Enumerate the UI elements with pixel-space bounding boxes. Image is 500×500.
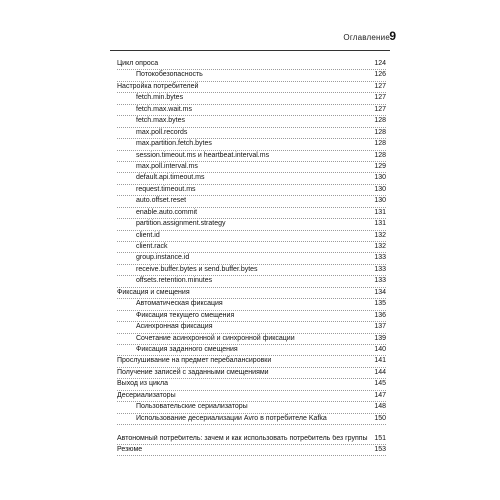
toc-entry-page: 133	[374, 277, 386, 285]
toc-entry-page: 145	[374, 380, 386, 388]
toc-entry[interactable]	[117, 196, 386, 207]
toc-entry-title: Фиксация заданного смещения	[136, 345, 238, 353]
toc-entry[interactable]	[117, 368, 386, 379]
toc-entry-page: 132	[374, 231, 386, 239]
toc-entry[interactable]	[117, 299, 386, 310]
toc-entry-page: 151	[374, 434, 386, 442]
toc-entry-title: Сочетание асинхронной и синхронной фиксации	[136, 334, 295, 342]
toc-entry[interactable]	[117, 276, 386, 287]
toc-entry[interactable]	[117, 59, 386, 70]
toc-entry-page: 135	[374, 300, 386, 308]
toc-entry[interactable]	[117, 334, 386, 345]
toc-entry-title: Фиксация и смещения	[117, 288, 190, 296]
toc-entry[interactable]	[117, 445, 386, 456]
toc-entry-title: max.partition.fetch.bytes	[136, 140, 212, 148]
toc-entry-title: Автоматическая фиксация	[136, 300, 223, 308]
toc-entry-title: offsets.retention.minutes	[136, 277, 213, 285]
toc-entry[interactable]	[117, 379, 386, 390]
header-page-number: 9	[389, 29, 396, 43]
toc-entry[interactable]	[117, 70, 386, 81]
toc-entry-page: 134	[374, 288, 386, 296]
toc-entry-title: fetch.max.bytes	[136, 117, 186, 125]
toc-entry-title: Цикл опроса	[117, 60, 159, 68]
toc-entry-title: Фиксация текущего смещения	[136, 311, 235, 319]
toc-entry-title: Десериализаторы	[117, 391, 176, 399]
toc-entry-page: 127	[374, 94, 386, 102]
toc-entry-page: 141	[374, 357, 386, 365]
toc-entry-title: Резюме	[117, 446, 143, 454]
toc-entry[interactable]	[117, 185, 386, 196]
toc-entry-page: 139	[374, 334, 386, 342]
toc-entry-title: fetch.min.bytes	[136, 94, 184, 102]
toc-entry[interactable]	[117, 425, 386, 445]
toc-entry-page: 148	[374, 403, 386, 411]
toc-entry-page: 140	[374, 345, 386, 353]
toc-entry-title: Выход из цикла	[117, 380, 168, 388]
toc-entry-page: 136	[374, 311, 386, 319]
toc-entry[interactable]	[117, 391, 386, 402]
toc-entry-title: client.rack	[136, 243, 168, 251]
toc-entry[interactable]	[117, 231, 386, 242]
toc-entry-page: 131	[374, 208, 386, 216]
toc-entry[interactable]	[117, 162, 386, 173]
toc-entry[interactable]	[117, 105, 386, 116]
toc-entry-page: 126	[374, 71, 386, 79]
toc-entry-title: session.timeout.ms и heartbeat.interval.ms	[136, 151, 270, 159]
toc-entry[interactable]	[117, 414, 386, 425]
toc-entry[interactable]	[117, 82, 386, 93]
toc-entry[interactable]	[117, 139, 386, 150]
table-of-contents	[117, 59, 386, 456]
toc-entry[interactable]	[117, 322, 386, 333]
toc-entry[interactable]	[117, 253, 386, 264]
toc-entry-page: 130	[374, 174, 386, 182]
toc-entry-page: 137	[374, 323, 386, 331]
toc-entry-title: fetch.max.wait.ms	[136, 105, 193, 113]
toc-entry-title: max.poll.records	[136, 128, 188, 136]
toc-entry-title: default.api.timeout.ms	[136, 174, 205, 182]
toc-entry-title: client.id	[136, 231, 160, 239]
toc-entry-page: 128	[374, 140, 386, 148]
header-title: Оглавление	[343, 33, 390, 42]
toc-entry-title: Потокобезопасность	[136, 71, 203, 79]
toc-entry-title: auto.offset.reset	[136, 197, 187, 205]
toc-entry-page: 153	[374, 446, 386, 454]
toc-entry[interactable]	[117, 356, 386, 367]
toc-entry[interactable]	[117, 311, 386, 322]
toc-entry-page: 130	[374, 197, 386, 205]
toc-entry[interactable]	[117, 288, 386, 299]
header-rule	[110, 50, 390, 51]
toc-entry-page: 129	[374, 162, 386, 170]
toc-entry-page: 124	[374, 60, 386, 68]
toc-entry-page: 133	[374, 265, 386, 273]
toc-entry-page: 144	[374, 368, 386, 376]
toc-entry[interactable]	[117, 208, 386, 219]
toc-entry[interactable]	[117, 219, 386, 230]
toc-entry[interactable]	[117, 151, 386, 162]
toc-entry-page: 128	[374, 117, 386, 125]
toc-entry-page: 128	[374, 128, 386, 136]
toc-entry-title: Автономный потребитель: зачем и как использовать потребитель без группы	[117, 435, 368, 443]
toc-entry-title: Использование десериализации Avro в потребителе Kafka	[136, 414, 327, 422]
toc-entry[interactable]	[117, 265, 386, 276]
toc-entry[interactable]	[117, 116, 386, 127]
toc-entry[interactable]	[117, 402, 386, 413]
toc-entry-title: request.timeout.ms	[136, 185, 196, 193]
toc-entry-title: max.poll.interval.ms	[136, 162, 198, 170]
toc-entry[interactable]	[117, 93, 386, 104]
toc-entry-page: 130	[374, 185, 386, 193]
toc-entry-title: Настройка потребителей	[117, 82, 199, 90]
toc-entry-page: 150	[374, 414, 386, 422]
toc-entry[interactable]	[117, 242, 386, 253]
toc-entry-title: Пользовательские сериализаторы	[136, 403, 248, 411]
toc-entry[interactable]	[117, 128, 386, 139]
toc-entry[interactable]	[117, 173, 386, 184]
toc-entry[interactable]	[117, 345, 386, 356]
toc-entry-page: 147	[374, 391, 386, 399]
toc-entry-title: enable.auto.commit	[136, 208, 198, 216]
toc-entry-page: 132	[374, 243, 386, 251]
toc-entry-title: group.instance.id	[136, 254, 190, 262]
toc-entry-page: 127	[374, 105, 386, 113]
toc-entry-title: partition.assignment.strategy	[136, 220, 226, 228]
toc-entry-page: 128	[374, 151, 386, 159]
toc-entry-page: 131	[374, 220, 386, 228]
toc-entry-title: Асинхронная фиксация	[136, 323, 213, 331]
toc-entry-title: Прослушивание на предмет перебалансировки	[117, 357, 272, 365]
toc-entry-title: Получение записей с заданными смещениями	[117, 368, 269, 376]
toc-entry-page: 133	[374, 254, 386, 262]
page-header	[0, 29, 500, 46]
toc-entry-title: receive.buffer.bytes и send.buffer.bytes	[136, 265, 258, 273]
toc-entry-page: 127	[374, 82, 386, 90]
